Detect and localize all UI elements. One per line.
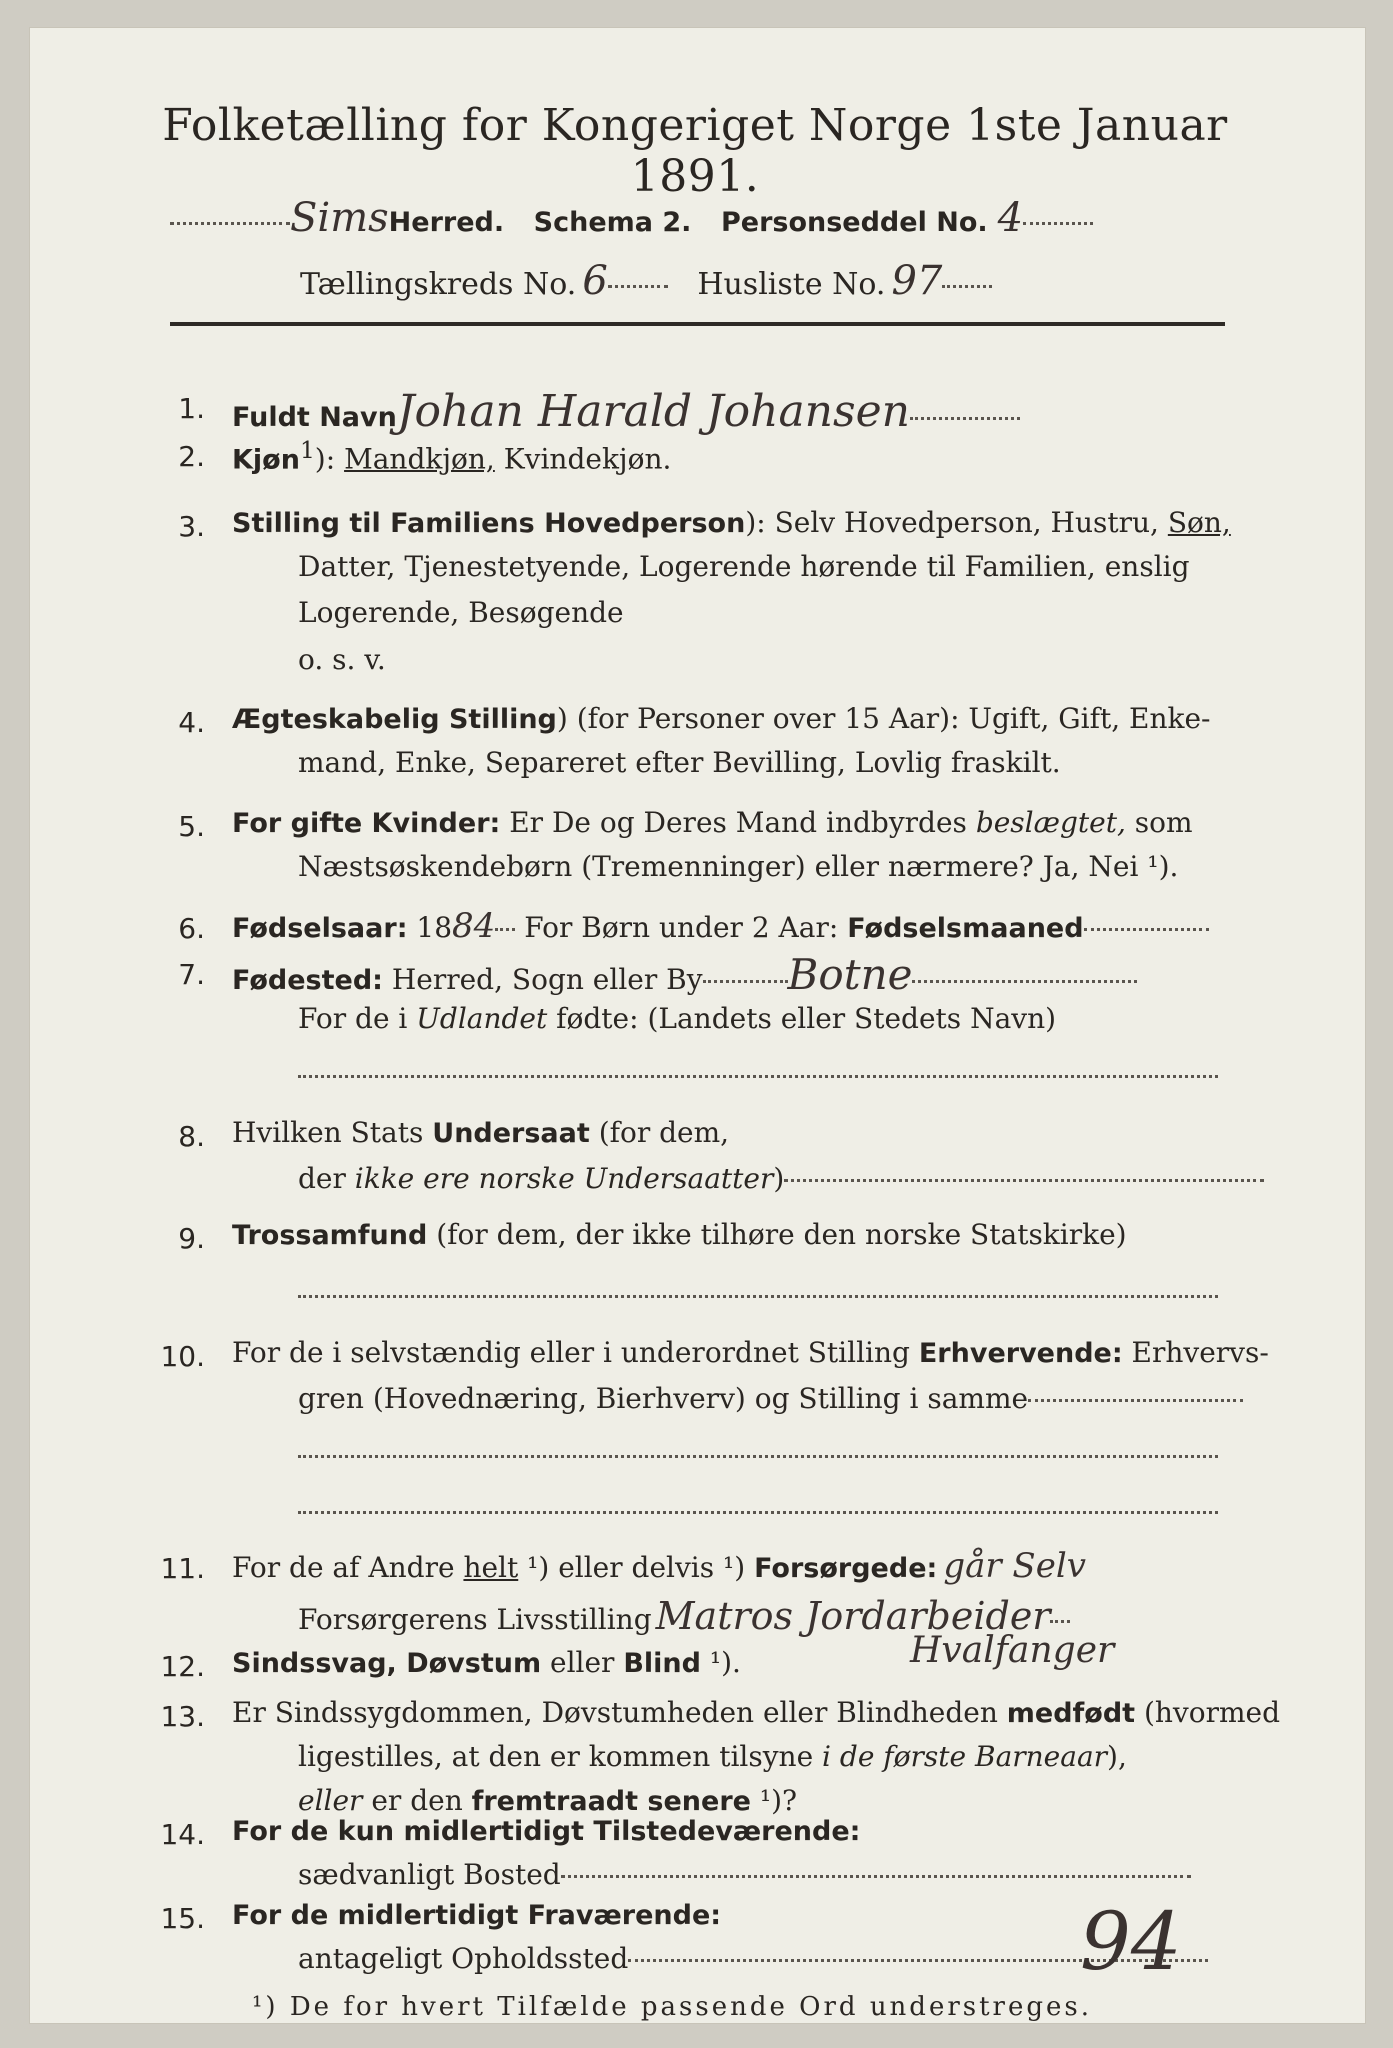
- provider-occupation-value-2: Hvalfanger: [910, 1630, 1115, 1671]
- herred-line: [170, 195, 1093, 241]
- item-4-line2: mand, Enke, Separeret efter Bevilling, Lovlig fraskilt.: [298, 746, 1061, 779]
- item-12-label2: Blind: [623, 1648, 701, 1679]
- item-13-line3-b: ¹)?: [750, 1784, 798, 1817]
- provider-occupation-value: Matros Jordarbeider: [655, 1594, 1051, 1638]
- item-2: [232, 436, 671, 475]
- item-2-text-a: ):: [314, 442, 345, 476]
- item-11-number: 11.: [160, 1552, 205, 1585]
- item-3-label: Stilling til Familiens Hovedperson: [232, 508, 746, 539]
- item-14-line2-text: sædvanligt Bosted: [298, 1858, 561, 1891]
- item-8-text-b: (for dem,: [589, 1116, 730, 1149]
- item-15-number: 15.: [160, 1902, 205, 1935]
- item-7-line2: [298, 1002, 1056, 1035]
- item-15: [232, 1898, 721, 1931]
- item-15-line2-text: antageligt Opholdssted: [298, 1942, 629, 1975]
- item-7-label: Fødested:: [232, 965, 383, 996]
- item-12-text-b: ¹).: [700, 1646, 741, 1679]
- tellingskreds-label: Tællingskreds No.: [300, 267, 577, 302]
- item-5: [232, 806, 1193, 839]
- item-6: [232, 906, 1209, 946]
- item-14-number: 14.: [160, 1818, 205, 1851]
- item-11-text-a: For de af Andre: [232, 1551, 464, 1584]
- item-11-line2-text: Forsørgerens Livsstilling: [298, 1603, 652, 1636]
- item-10-dotline-1: [298, 1438, 1218, 1471]
- item-15-line2: [298, 1942, 1208, 1975]
- item-14-line2: [298, 1858, 1191, 1891]
- item-10-line2-text: gren (Hovednæring, Bierhverv) og Stilling i samme: [298, 1382, 1029, 1415]
- item-6-text-a: For Børn under 2 Aar:: [515, 911, 848, 944]
- item-10: [232, 1336, 1269, 1369]
- item-13-line3-it: eller: [298, 1784, 363, 1817]
- item-3-line3: Logerende, Besøgende: [298, 596, 624, 629]
- item-8: [232, 1116, 729, 1149]
- item-4-text-a: ) (for Personer over 15 Aar): Ugift, Gift, Enke-: [556, 702, 1211, 735]
- item-12: [232, 1646, 741, 1679]
- form-title: Folketælling for Kongeriget Norge 1ste Januar 1891.: [162, 100, 1228, 202]
- item-13-line3-label: fremtraadt senere: [471, 1786, 751, 1817]
- item-9-text-a: (for dem, der ikke tilhøre den norske Statskirke): [427, 1218, 1127, 1251]
- item-8-label: Undersaat: [432, 1118, 590, 1149]
- schema-label: Schema 2.: [533, 207, 692, 238]
- item-5-italic: beslægtet,: [975, 806, 1126, 839]
- tellingskreds-value: 6: [582, 258, 608, 304]
- item-13-line3: [298, 1784, 797, 1817]
- item-2-sup: 1: [299, 436, 315, 464]
- item-13-number: 13.: [160, 1700, 205, 1733]
- item-8-text-a: Hvilken Stats: [232, 1116, 433, 1149]
- personseddel-value: 4: [997, 195, 1024, 241]
- item-3-line2: Datter, Tjenestetyende, Logerende hørende til Familien, enslig: [298, 550, 1190, 583]
- birthplace-value: Botne: [787, 950, 913, 999]
- item-2-number: 2.: [178, 440, 205, 473]
- item-7-number: 7.: [178, 958, 205, 991]
- item-9-label: Trossamfund: [232, 1220, 428, 1251]
- item-5-line2: Næstsøskendebørn (Tremenninger) eller nærmere? Ja, Nei ¹).: [298, 850, 1179, 883]
- item-9-dotline: [298, 1278, 1218, 1311]
- item-7-line2-b: fødte: (Landets eller Stedets Navn): [547, 1002, 1057, 1035]
- item-11-underlined: helt: [463, 1551, 519, 1584]
- birth-year-prefix: 18: [407, 911, 453, 944]
- item-7-line2-a: For de i: [298, 1002, 417, 1035]
- item-1: [232, 386, 1020, 437]
- item-3: [232, 506, 1231, 539]
- item-6-label2: Fødselsmaaned: [847, 913, 1084, 944]
- item-8-line2: [298, 1162, 1264, 1195]
- item-13-line2-b: ),: [1107, 1740, 1127, 1773]
- item-7: [232, 950, 1137, 999]
- item-1-label: Fuldt Navn: [232, 402, 397, 433]
- item-2-text-b: Kvindekjøn.: [494, 442, 672, 476]
- item-13-line3-a: er den: [362, 1784, 472, 1817]
- birth-year-value: 84: [452, 906, 496, 946]
- item-3-text-a: ): Selv Hovedperson, Hustru,: [745, 506, 1168, 539]
- footnote-text: ¹) De for hvert Tilfælde passende Ord understreges.: [252, 1992, 1093, 2022]
- item-10-label: Erhvervende:: [918, 1338, 1123, 1369]
- supported-value: går Selv: [943, 1546, 1086, 1586]
- item-7-line2-it: Udlandet: [416, 1002, 548, 1035]
- item-3-number: 3.: [178, 510, 205, 543]
- item-10-dotline-2: [298, 1494, 1218, 1527]
- item-6-number: 6.: [178, 912, 205, 945]
- husliste-value: 97: [891, 258, 943, 304]
- item-9: [232, 1218, 1127, 1251]
- item-8-line2-a: der: [298, 1162, 355, 1195]
- item-7-dotline: [298, 1058, 1218, 1091]
- item-5-text-b: som: [1125, 806, 1193, 839]
- item-13: [232, 1696, 1280, 1729]
- item-12-text-a: eller: [541, 1646, 624, 1679]
- item-1-number: 1.: [178, 392, 205, 425]
- item-14-label: For de kun midlertidigt Tilstedeværende:: [232, 1816, 861, 1847]
- item-8-number: 8.: [178, 1120, 205, 1153]
- header-rule: [170, 322, 1225, 326]
- item-8-line2-b: ): [773, 1162, 785, 1195]
- item-7-text-a: Herred, Sogn eller By: [382, 963, 703, 996]
- item-5-text-a: Er De og Deres Mand indbyrdes: [500, 806, 976, 839]
- item-4: [232, 702, 1211, 735]
- gender-selected: Mandkjøn,: [344, 442, 495, 476]
- item-3-line4: o. s. v.: [298, 643, 386, 676]
- item-10-text-b: Erhvervs-: [1122, 1336, 1269, 1369]
- family-position-selected: Søn,: [1167, 506, 1231, 539]
- item-13-line2: [298, 1740, 1127, 1773]
- item-8-line2-it: ikke ere norske Undersaatter: [354, 1162, 774, 1195]
- item-13-text-a: Er Sindssygdommen, Døvstumheden eller Blindheden: [232, 1696, 1007, 1729]
- item-11-label: Forsørgede:: [754, 1553, 938, 1584]
- item-10-number: 10.: [160, 1340, 205, 1373]
- item-6-label: Fødselsaar:: [232, 913, 408, 944]
- item-12-number: 12.: [160, 1650, 205, 1683]
- item-9-number: 9.: [178, 1222, 205, 1255]
- herred-value: Sims: [290, 195, 389, 241]
- item-13-line2-a: ligestilles, at den er kommen tilsyne: [298, 1740, 823, 1773]
- herred-label: Herred.: [388, 207, 505, 238]
- item-10-text-a: For de i selvstændig eller i underordnet Stilling: [232, 1336, 919, 1369]
- tellingskreds-line: [300, 258, 992, 304]
- husliste-label: Husliste No.: [697, 267, 886, 302]
- item-13-label: medfødt: [1006, 1698, 1136, 1729]
- item-5-label: For gifte Kvinder:: [232, 808, 501, 839]
- item-4-number: 4.: [178, 706, 205, 739]
- item-14: [232, 1814, 860, 1847]
- personseddel-label: Personseddel No.: [720, 207, 988, 238]
- item-13-text-b: (hvormed: [1135, 1696, 1281, 1729]
- item-12-label: Sindssvag, Døvstum: [232, 1648, 542, 1679]
- item-2-label: Kjøn: [232, 444, 300, 476]
- item-13-line2-it: i de første Barneaar: [822, 1740, 1108, 1773]
- item-4-label: Ægteskabelig Stilling: [232, 704, 557, 735]
- item-11-text-b: ¹) eller delvis ¹): [518, 1551, 755, 1584]
- item-5-number: 5.: [178, 810, 205, 843]
- item-10-line2: [298, 1382, 1243, 1415]
- item-15-label: For de midlertidigt Fraværende:: [232, 1900, 722, 1931]
- full-name-value: Johan Harald Johansen: [396, 386, 910, 437]
- item-11: [232, 1546, 1086, 1586]
- page-number-handwritten: 94: [1080, 1895, 1182, 1988]
